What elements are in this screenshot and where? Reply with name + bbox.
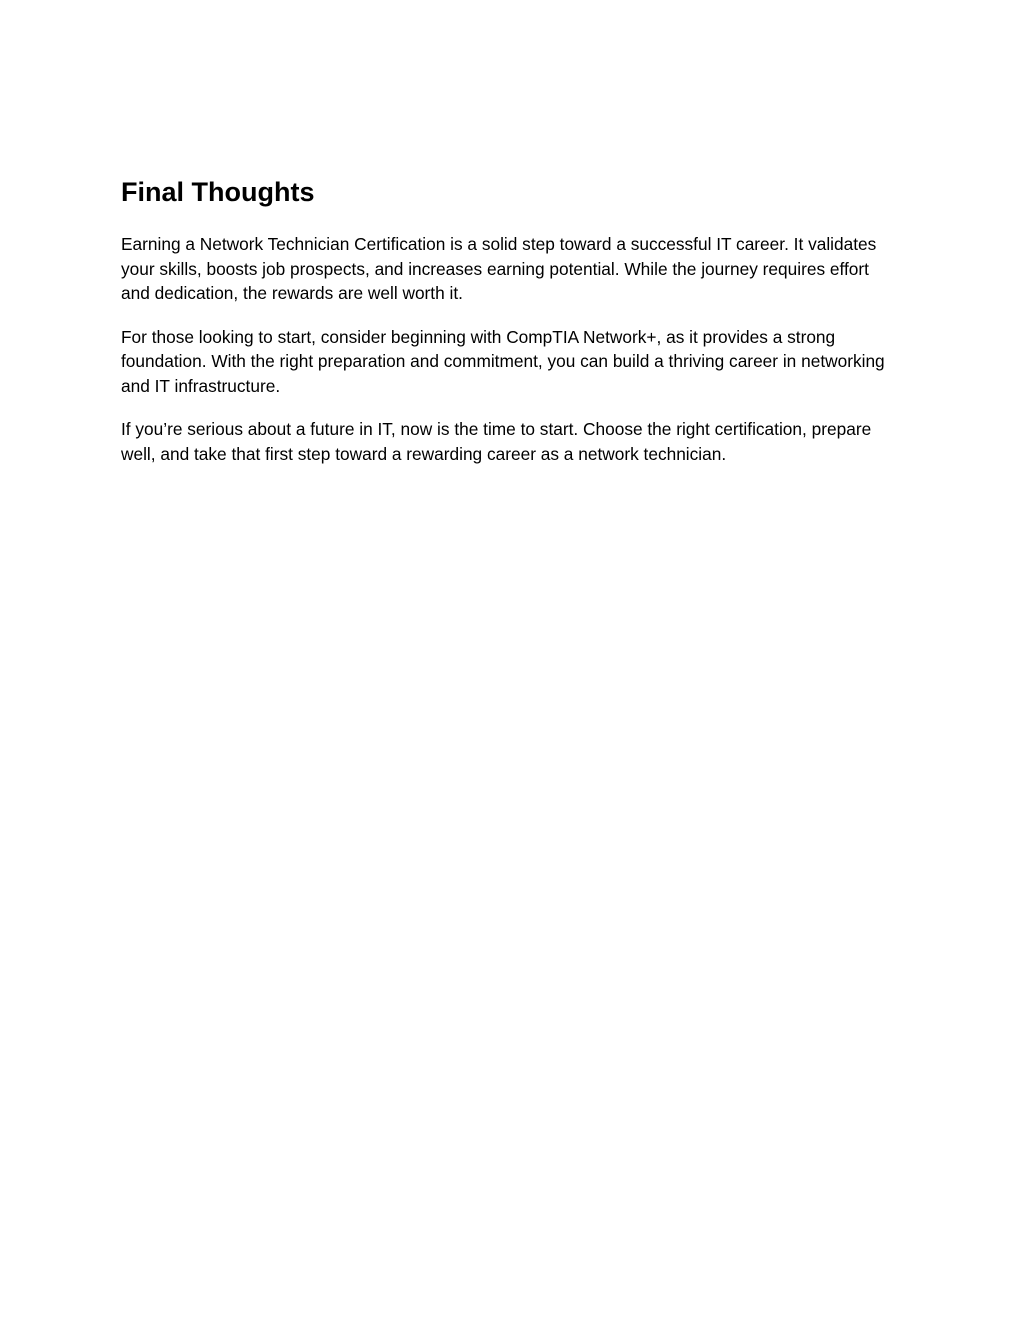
paragraph-intro: Earning a Network Technician Certification is a solid step toward a successful IT career. It validates your skills, boosts job prospects, and increases earning potential. While the journey requires effort and dedication, the rewards are well worth it. xyxy=(121,234,877,303)
document-page xyxy=(121,176,896,485)
paragraph-call-to-action: If you’re serious about a future in IT, now is the time to start. Choose the right certification, prepare well, and take that first step toward a rewarding career as a network technician. xyxy=(121,419,872,464)
section-heading: Final Thoughts xyxy=(121,177,315,207)
paragraph-getting-started: For those looking to start, consider beginning with CompTIA Network+, as it provides a strong foundation. With the right preparation and commitment, you can build a thriving career in networking and IT infrastructure. xyxy=(121,326,885,396)
